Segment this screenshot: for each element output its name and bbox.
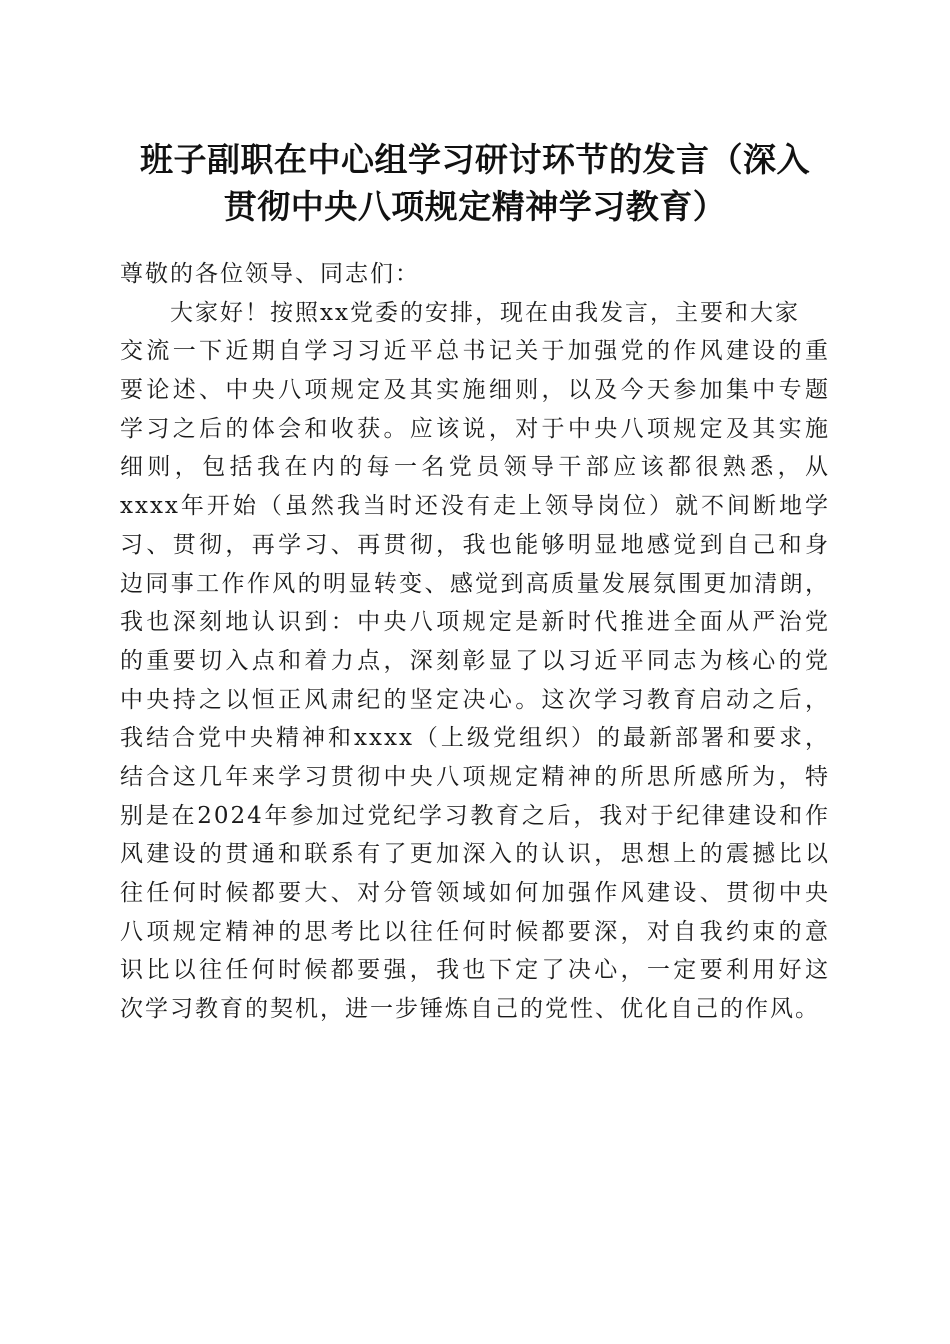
speech-paragraph xyxy=(120,294,830,1029)
paragraph-line: 的重要切入点和着力点，深刻彰显了以习近平同志为核心的党 xyxy=(120,647,830,674)
paragraph-line: 识比以往任何时候都要强，我也下定了决心，一定要利用好这 xyxy=(120,957,830,984)
paragraph-line: 交流一下近期自学习习近平总书记关于加强党的作风建设的重 xyxy=(120,338,830,365)
paragraph-line: 风建设的贯通和联系有了更加深入的认识，思想上的震撼比以 xyxy=(120,841,830,868)
paragraph-line: 要论述、中央八项规定及其实施细则，以及今天参加集中专题 xyxy=(120,377,830,404)
paragraph-line: 学习之后的体会和收获。应该说，对于中央八项规定及其实施 xyxy=(120,415,830,442)
paragraph-line: 边同事工作作风的明显转变、感觉到高质量发展氛围更加清朗， xyxy=(120,570,830,597)
paragraph-line: 结合这几年来学习贯彻中央八项规定精神的所思所感所为，特 xyxy=(120,763,830,790)
paragraph-line: 大家好！按照xx党委的安排，现在由我发言，主要和大家 xyxy=(170,299,800,326)
document-title xyxy=(100,136,850,230)
title-line-2: 贯彻中央八项规定精神学习教育） xyxy=(223,187,727,226)
paragraph-line: 习、贯彻，再学习、再贯彻，我也能够明显地感觉到自己和身 xyxy=(120,531,830,558)
paragraph-line: 别是在2024年参加过党纪学习教育之后，我对于纪律建设和作 xyxy=(120,802,830,829)
paragraph-line: xxxx年开始（虽然我当时还没有走上领导岗位）就不间断地学 xyxy=(120,493,830,520)
title-line-1: 班子副职在中心组学习研讨环节的发言（深入 xyxy=(140,140,810,179)
paragraph-line: 次学习教育的契机，进一步锤炼自己的党性、优化自己的作风。 xyxy=(120,996,820,1023)
paragraph-line: 往任何时候都要大、对分管领域如何加强作风建设、贯彻中央 xyxy=(120,880,830,907)
paragraph-line: 细则，包括我在内的每一名党员领导干部应该都很熟悉，从 xyxy=(120,454,830,481)
salutation: 尊敬的各位领导、同志们： xyxy=(120,261,420,287)
paragraph-line: 八项规定精神的思考比以往任何时候都要深，对自我约束的意 xyxy=(120,918,830,945)
paragraph-line: 我结合党中央精神和xxxx（上级党组织）的最新部署和要求， xyxy=(120,725,830,752)
document-body xyxy=(120,255,830,1029)
paragraph-line: 中央持之以恒正风肃纪的坚定决心。这次学习教育启动之后， xyxy=(120,686,830,713)
paragraph-line: 我也深刻地认识到：中央八项规定是新时代推进全面从严治党 xyxy=(120,609,830,636)
